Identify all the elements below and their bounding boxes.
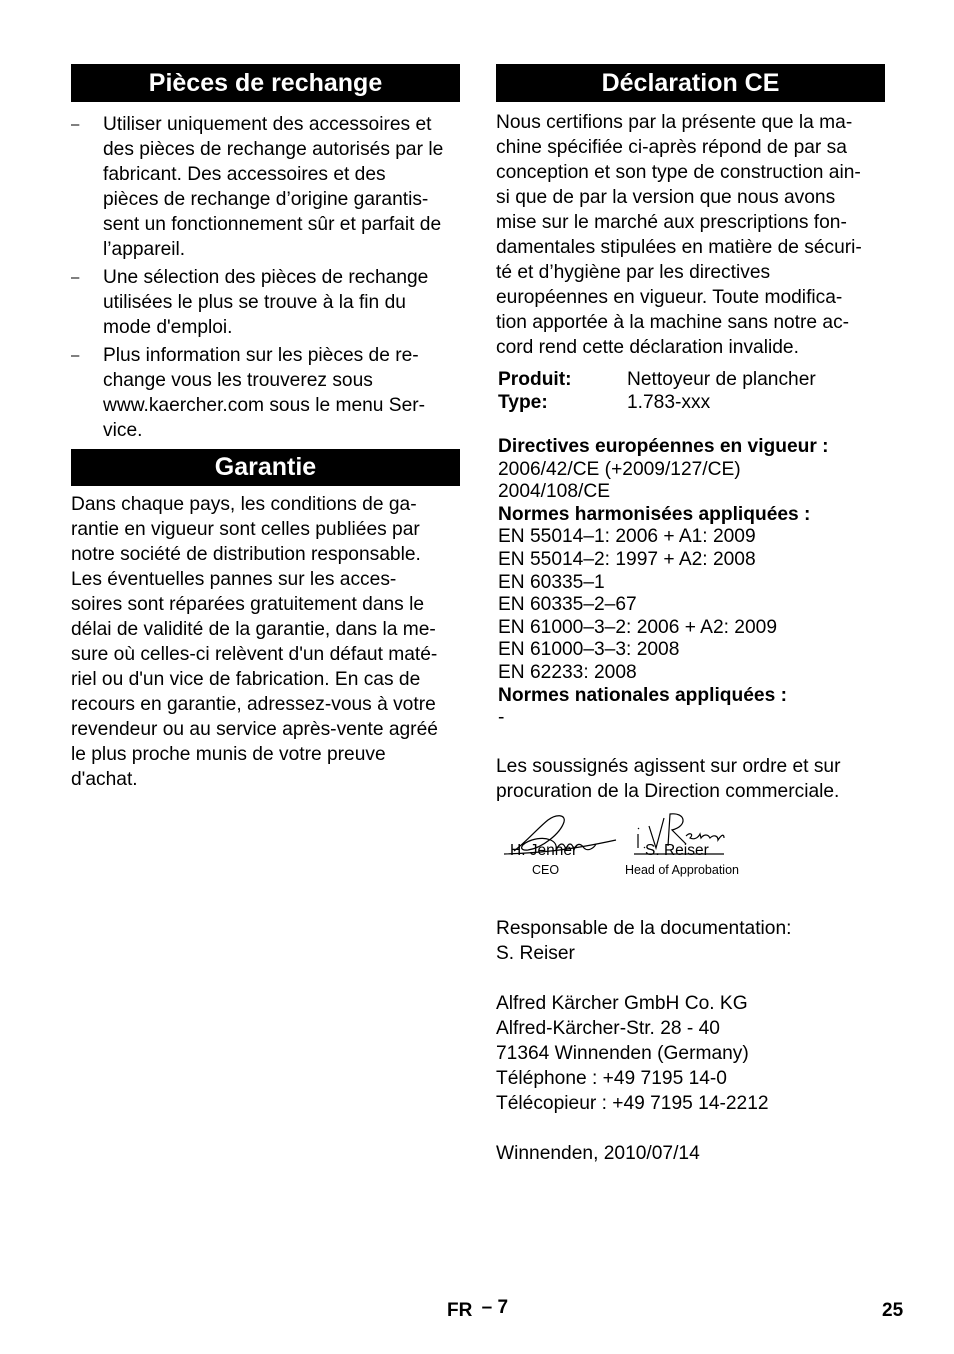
signer2-role: Head of Approbation xyxy=(625,862,739,877)
product-value: Nettoyeur de plancher xyxy=(627,369,816,390)
text-line: Les éventuelles pannes sur les acces- xyxy=(71,569,397,590)
signer2-name: S. Reiser xyxy=(645,841,709,859)
text-line: mise sur le marché aux prescriptions fon- xyxy=(496,212,847,233)
warranty-heading: Garantie xyxy=(71,449,460,486)
text-line: chine spécifiée ci-après répond de par sa xyxy=(496,137,847,158)
national-heading: Normes nationales appliquées : xyxy=(498,684,787,706)
text-line: Winnenden, 2010/07/14 xyxy=(496,1142,700,1164)
text-line: Une sélection des pièces de rechange xyxy=(103,267,429,288)
text-line: 71364 Winnenden (Germany) xyxy=(496,1042,749,1064)
directive-item: 2006/42/CE (+2009/127/CE) xyxy=(498,458,741,480)
text-line: délai de validité de la garantie, dans la me- xyxy=(71,619,436,640)
text-line: damentales stipulées en matière de sécuri- xyxy=(496,237,862,258)
text-line: Nous certifions par la présente que la ma- xyxy=(496,112,853,133)
ce-intro-text xyxy=(496,110,885,360)
standard-item: EN 61000–3–3: 2008 xyxy=(498,639,680,661)
standard-item: EN 61000–3–2: 2006 + A2: 2009 xyxy=(498,616,777,638)
harmonised-heading: Normes harmonisées appliquées : xyxy=(498,503,811,525)
text-line: vice. xyxy=(103,420,143,441)
list-item xyxy=(71,265,460,340)
text-line: le plus proche munis de votre preuve xyxy=(71,744,386,765)
spare-parts-heading: Pièces de rechange xyxy=(71,64,460,102)
warranty-text xyxy=(71,492,460,792)
dash-bullet: – xyxy=(71,347,80,364)
text-line: Plus information sur les pièces de re- xyxy=(103,345,419,366)
text-line: cord rend cette déclaration invalide. xyxy=(496,337,799,358)
left-column xyxy=(71,64,460,792)
text-line: recours en garantie, adressez-vous à votre xyxy=(71,694,436,715)
text-line: d'achat. xyxy=(71,769,138,790)
text-line: des pièces de rechange autorisés par le xyxy=(103,139,444,160)
national-value: - xyxy=(498,707,505,729)
ce-declaration-heading: Déclaration CE xyxy=(496,64,885,102)
text-line: tion apportée à la machine sans notre ac- xyxy=(496,312,850,333)
standard-item: EN 55014–2: 1997 + A2: 2008 xyxy=(498,548,756,570)
dash-bullet: – xyxy=(71,269,80,286)
text-line: fabricant. Des accessoires et des xyxy=(103,164,386,185)
text-line: té et d’hygiène par les directives xyxy=(496,262,771,283)
text-line: Téléphone : +49 7195 14-0 xyxy=(496,1067,727,1089)
standard-item: EN 60335–1 xyxy=(498,571,605,593)
text-line: riel ou d'un vice de fabrication. En cas de xyxy=(71,669,421,690)
list-item xyxy=(71,112,460,262)
type-value: 1.783-xxx xyxy=(627,392,711,413)
text-line: l’appareil. xyxy=(103,239,186,260)
footer-language xyxy=(447,1297,509,1322)
signatories-text xyxy=(496,754,885,804)
text-line: mode d'emploi. xyxy=(103,317,233,338)
directives-heading: Directives européennes en vigueur : xyxy=(498,436,829,457)
standards-block xyxy=(496,436,885,730)
text-line: change vous les trouverez sous xyxy=(103,370,373,391)
type-label: Type: xyxy=(498,392,548,413)
doc-responsible-text xyxy=(496,916,885,966)
text-line: www.kaercher.com sous le menu Ser- xyxy=(103,395,426,416)
page-number: 25 xyxy=(882,1300,904,1321)
product-label: Produit: xyxy=(498,369,572,390)
text-line: si que de par la version que nous avons xyxy=(496,187,836,208)
dash-bullet: – xyxy=(71,116,80,133)
text-line: utilisées le plus se trouve à la fin du xyxy=(103,292,406,313)
text-line: procuration de la Direction commerciale. xyxy=(496,780,840,802)
text-line: revendeur ou au service après-vente agréé xyxy=(71,719,438,740)
text-line: Dans chaque pays, les conditions de ga- xyxy=(71,494,417,515)
text-line: Les soussignés agissent sur ordre et sur xyxy=(496,755,841,777)
type-row xyxy=(498,391,885,414)
signature-area xyxy=(496,804,885,894)
text-line: pièces de rechange d’origine garantis- xyxy=(103,189,429,210)
text-line: Alfred Kärcher GmbH Co. KG xyxy=(496,992,748,1014)
right-column xyxy=(496,64,885,1166)
directive-item: 2004/108/CE xyxy=(498,481,611,503)
section-page-number: – 7 xyxy=(481,1297,509,1318)
company-address xyxy=(496,991,885,1116)
text-line: soires sont réparées gratuitement dans le xyxy=(71,594,425,615)
standard-item: EN 55014–1: 2006 + A1: 2009 xyxy=(498,526,756,548)
text-line: conception et son type de construction ain- xyxy=(496,162,861,183)
text-line: sure où celles-ci relèvent d'un défaut maté- xyxy=(71,644,438,665)
standard-item: EN 62233: 2008 xyxy=(498,661,637,683)
signer1-name: H. Jenner xyxy=(510,841,578,859)
text-line: rantie en vigueur sont celles publiées par xyxy=(71,519,420,540)
standard-item: EN 60335–2–67 xyxy=(498,594,637,616)
text-line: sent un fonctionnement sûr et parfait de xyxy=(103,214,442,235)
list-item xyxy=(71,343,460,443)
product-spec xyxy=(496,368,885,414)
place-date xyxy=(496,1141,885,1166)
text-line: S. Reiser xyxy=(496,942,575,964)
text-line: Télécopieur : +49 7195 14-2212 xyxy=(496,1092,769,1114)
signer1-role: CEO xyxy=(532,862,560,877)
product-row xyxy=(498,368,885,391)
text-line: Utiliser uniquement des accessoires et xyxy=(103,114,432,135)
text-line: européennes en vigueur. Toute modifica- xyxy=(496,287,843,308)
language-code: FR xyxy=(447,1300,473,1321)
text-line: Responsable de la documentation: xyxy=(496,917,792,939)
text-line: Alfred-Kärcher-Str. 28 - 40 xyxy=(496,1017,720,1039)
spare-parts-list xyxy=(71,112,460,443)
text-line: notre société de distribution responsable. xyxy=(71,544,421,565)
